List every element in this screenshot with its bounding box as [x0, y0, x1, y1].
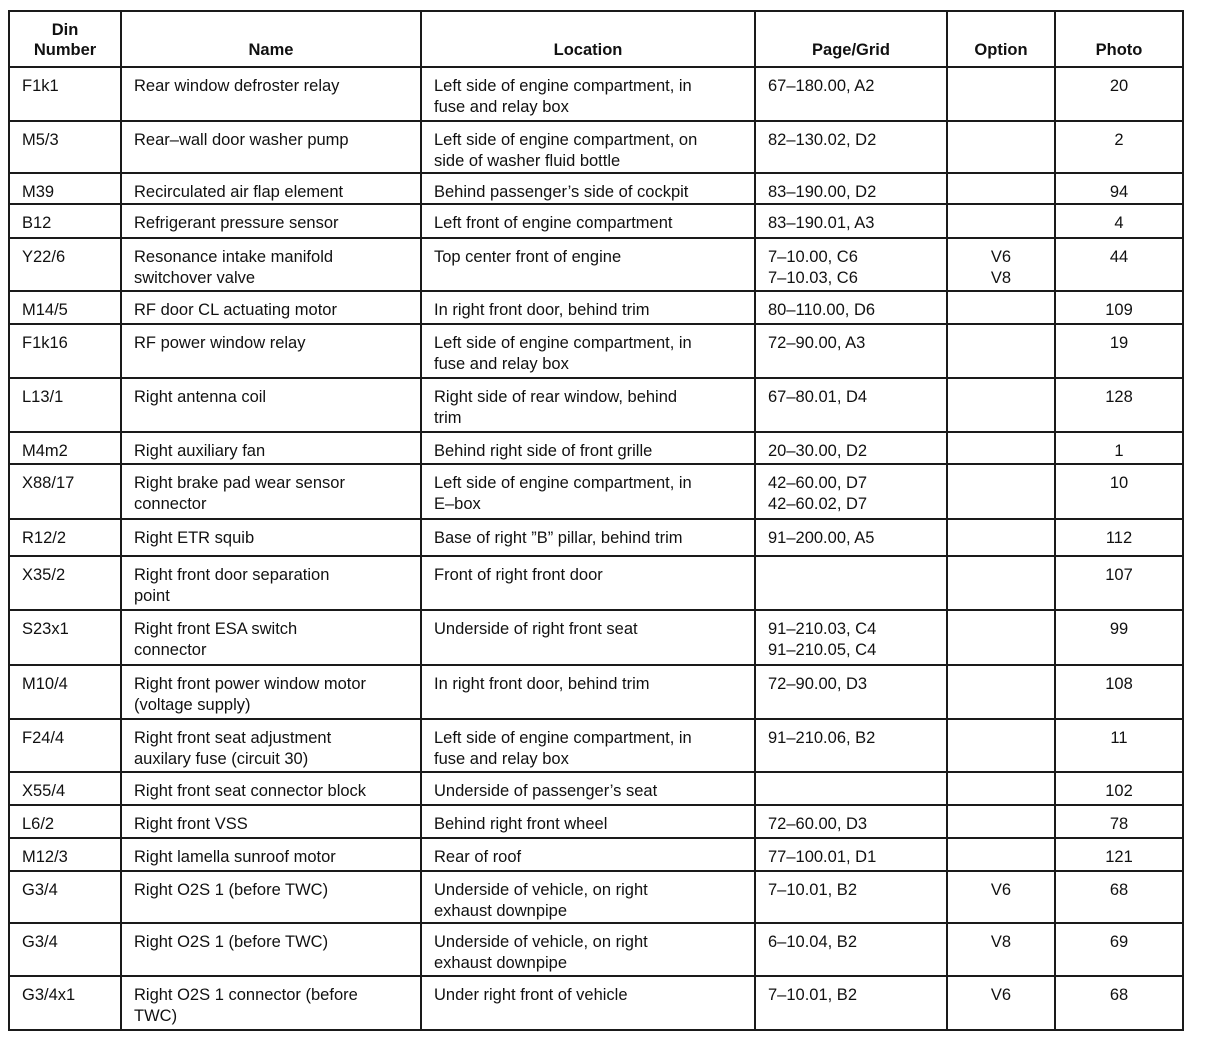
option-cell	[947, 610, 1055, 665]
name-cell-line: Rear–wall door washer pump	[134, 131, 349, 149]
location-cell	[421, 772, 755, 805]
location-cell-line: Left side of engine compartment, in	[434, 77, 692, 95]
page-grid-cell	[755, 976, 947, 1030]
location-cell	[421, 838, 755, 871]
name-cell-line: Right auxiliary fan	[134, 442, 266, 460]
name-cell	[121, 719, 421, 772]
name-cell	[121, 519, 421, 556]
name-cell-line: Right O2S 1 (before TWC)	[134, 933, 329, 951]
option-cell	[947, 976, 1055, 1030]
name-cell	[121, 291, 421, 324]
din-cell: B12	[9, 204, 121, 238]
name-cell-line: TWC)	[134, 1007, 178, 1025]
name-cell	[121, 378, 421, 432]
name-cell-line: Right front power window motor	[134, 675, 367, 693]
option-cell	[947, 464, 1055, 519]
option-cell	[947, 324, 1055, 378]
page-grid-cell	[755, 838, 947, 871]
page-grid-cell-line: 42–60.00, D7	[768, 474, 868, 492]
name-cell	[121, 838, 421, 871]
name-cell-line: Recirculated air flap element	[134, 183, 344, 201]
option-cell	[947, 378, 1055, 432]
page-grid-cell-line: 7–10.00, C6	[768, 248, 858, 266]
location-cell	[421, 871, 755, 923]
photo-cell: 69	[1055, 923, 1183, 976]
name-cell-line: Right antenna coil	[134, 388, 267, 406]
header-name: Name	[121, 11, 421, 67]
din-cell: X88/17	[9, 464, 121, 519]
table-row	[9, 432, 1183, 464]
location-cell-line: In right front door, behind trim	[434, 675, 650, 693]
photo-cell: 11	[1055, 719, 1183, 772]
table-row	[9, 610, 1183, 665]
location-cell-line: fuse and relay box	[434, 750, 569, 768]
din-cell: L13/1	[9, 378, 121, 432]
page-grid-cell	[755, 772, 947, 805]
table-row	[9, 719, 1183, 772]
table-row	[9, 871, 1183, 923]
din-cell: M14/5	[9, 291, 121, 324]
table-row	[9, 291, 1183, 324]
location-cell	[421, 238, 755, 291]
location-cell-line: side of washer fluid bottle	[434, 152, 621, 170]
photo-cell: 108	[1055, 665, 1183, 719]
option-cell	[947, 204, 1055, 238]
din-cell: R12/2	[9, 519, 121, 556]
location-cell	[421, 324, 755, 378]
name-cell-line: Right front ESA switch	[134, 620, 298, 638]
location-cell-line: Underside of right front seat	[434, 620, 638, 638]
location-cell-line: Behind right front wheel	[434, 815, 608, 833]
photo-cell: 121	[1055, 838, 1183, 871]
page-grid-cell	[755, 173, 947, 204]
option-cell	[947, 805, 1055, 838]
option-cell	[947, 519, 1055, 556]
page-grid-cell	[755, 432, 947, 464]
page-grid-cell-line: 72–60.00, D3	[768, 815, 868, 833]
page-grid-cell	[755, 665, 947, 719]
name-cell-line: Right O2S 1 (before TWC)	[134, 881, 329, 899]
location-cell-line: Top center front of engine	[434, 248, 622, 266]
page-grid-cell	[755, 556, 947, 610]
location-cell	[421, 67, 755, 121]
page-grid-cell-line: 91–210.03, C4	[768, 620, 877, 638]
page-grid-cell-line: 91–210.06, B2	[768, 729, 876, 747]
header-row	[9, 11, 1183, 67]
din-cell: M10/4	[9, 665, 121, 719]
name-cell	[121, 923, 421, 976]
name-cell	[121, 121, 421, 173]
name-cell	[121, 556, 421, 610]
location-cell-line: Front of right front door	[434, 566, 603, 584]
option-cell	[947, 556, 1055, 610]
page-grid-cell-line: 91–200.00, A5	[768, 529, 875, 547]
din-cell: X55/4	[9, 772, 121, 805]
location-cell-line: Behind passenger’s side of cockpit	[434, 183, 689, 201]
option-cell-line: V6	[990, 881, 1012, 899]
location-cell-line: Left side of engine compartment, on	[434, 131, 698, 149]
din-cell: F1k16	[9, 324, 121, 378]
location-cell	[421, 121, 755, 173]
location-cell-line: Underside of passenger’s seat	[434, 782, 658, 800]
page-grid-cell	[755, 719, 947, 772]
page-grid-cell-line: 7–10.01, B2	[768, 986, 857, 1004]
name-cell-line: Right front door separation	[134, 566, 330, 584]
page-grid-cell	[755, 871, 947, 923]
page-grid-cell-line: 80–110.00, D6	[768, 301, 876, 319]
option-cell	[947, 923, 1055, 976]
page-grid-cell	[755, 378, 947, 432]
location-cell	[421, 719, 755, 772]
name-cell-line: Resonance intake manifold	[134, 248, 334, 266]
name-cell-line: Right ETR squib	[134, 529, 255, 547]
name-cell	[121, 464, 421, 519]
option-cell	[947, 173, 1055, 204]
location-cell	[421, 464, 755, 519]
option-cell	[947, 871, 1055, 923]
location-cell-line: E–box	[434, 495, 481, 513]
page-grid-cell-line: 7–10.03, C6	[768, 269, 858, 287]
din-cell: G3/4	[9, 923, 121, 976]
location-cell-line: In right front door, behind trim	[434, 301, 650, 319]
photo-cell: 107	[1055, 556, 1183, 610]
page-grid-cell-line: 7–10.01, B2	[768, 881, 857, 899]
din-cell: X35/2	[9, 556, 121, 610]
photo-cell: 2	[1055, 121, 1183, 173]
location-cell	[421, 556, 755, 610]
location-cell-line: Rear of roof	[434, 848, 522, 866]
name-cell-line: Refrigerant pressure sensor	[134, 214, 339, 232]
location-cell-line: fuse and relay box	[434, 98, 569, 116]
din-cell: L6/2	[9, 805, 121, 838]
location-cell-line: trim	[434, 409, 462, 427]
location-cell-line: Left side of engine compartment, in	[434, 334, 692, 352]
name-cell	[121, 204, 421, 238]
option-cell	[947, 665, 1055, 719]
photo-cell: 20	[1055, 67, 1183, 121]
option-cell	[947, 719, 1055, 772]
din-cell: M4m2	[9, 432, 121, 464]
table-row	[9, 464, 1183, 519]
component-location-table	[8, 10, 1184, 1031]
option-cell	[947, 121, 1055, 173]
location-cell-line: exhaust downpipe	[434, 954, 568, 972]
photo-cell: 19	[1055, 324, 1183, 378]
name-cell-line: Right O2S 1 connector (before	[134, 986, 358, 1004]
page-grid-cell	[755, 238, 947, 291]
location-cell	[421, 173, 755, 204]
location-cell	[421, 976, 755, 1030]
name-cell-line: point	[134, 587, 170, 605]
page-grid-cell-line: 72–90.00, D3	[768, 675, 868, 693]
table-row	[9, 324, 1183, 378]
name-cell-line: connector	[134, 641, 207, 659]
name-cell	[121, 610, 421, 665]
name-cell-line: Right front seat adjustment	[134, 729, 332, 747]
photo-cell: 68	[1055, 871, 1183, 923]
page-grid-cell-line: 6–10.04, B2	[768, 933, 857, 951]
photo-cell: 4	[1055, 204, 1183, 238]
page-grid-cell-line: 67–80.01, D4	[768, 388, 868, 406]
option-cell	[947, 432, 1055, 464]
table-row	[9, 665, 1183, 719]
name-cell	[121, 871, 421, 923]
page-grid-cell	[755, 464, 947, 519]
page-grid-cell	[755, 610, 947, 665]
name-cell-line: Right brake pad wear sensor	[134, 474, 345, 492]
location-cell-line: Left front of engine compartment	[434, 214, 673, 232]
location-cell-line: exhaust downpipe	[434, 902, 568, 920]
location-cell	[421, 519, 755, 556]
option-cell	[947, 772, 1055, 805]
location-cell	[421, 204, 755, 238]
table-row	[9, 805, 1183, 838]
name-cell	[121, 173, 421, 204]
page-grid-cell	[755, 121, 947, 173]
location-cell	[421, 665, 755, 719]
din-cell: M12/3	[9, 838, 121, 871]
name-cell	[121, 772, 421, 805]
page-grid-cell	[755, 923, 947, 976]
header-photo: Photo	[1055, 11, 1183, 67]
photo-cell: 99	[1055, 610, 1183, 665]
page-grid-cell-line: 42–60.02, D7	[768, 495, 868, 513]
photo-cell: 112	[1055, 519, 1183, 556]
option-cell	[947, 238, 1055, 291]
page-grid-cell	[755, 805, 947, 838]
photo-cell: 68	[1055, 976, 1183, 1030]
name-cell-line: Rear window defroster relay	[134, 77, 340, 95]
location-cell-line: fuse and relay box	[434, 355, 569, 373]
photo-cell: 44	[1055, 238, 1183, 291]
photo-cell: 94	[1055, 173, 1183, 204]
photo-cell: 1	[1055, 432, 1183, 464]
name-cell	[121, 432, 421, 464]
photo-cell: 78	[1055, 805, 1183, 838]
option-cell-line: V6	[990, 986, 1012, 1004]
table-row	[9, 173, 1183, 204]
location-cell	[421, 610, 755, 665]
page-grid-cell-line: 83–190.00, D2	[768, 183, 877, 201]
page-grid-cell-line: 83–190.01, A3	[768, 214, 875, 232]
name-cell	[121, 238, 421, 291]
page-grid-cell-line: 77–100.01, D1	[768, 848, 877, 866]
page-grid-cell-line: 82–130.02, D2	[768, 131, 877, 149]
header-page-grid: Page/Grid	[755, 11, 947, 67]
location-cell	[421, 291, 755, 324]
page-grid-cell	[755, 204, 947, 238]
table-row	[9, 519, 1183, 556]
photo-cell: 109	[1055, 291, 1183, 324]
name-cell	[121, 67, 421, 121]
table-row	[9, 204, 1183, 238]
page-grid-cell	[755, 324, 947, 378]
location-cell-line: Underside of vehicle, on right	[434, 933, 648, 951]
name-cell	[121, 665, 421, 719]
name-cell-line: Right front VSS	[134, 815, 248, 833]
table-row	[9, 976, 1183, 1030]
location-cell	[421, 923, 755, 976]
option-cell	[947, 67, 1055, 121]
location-cell-line: Base of right ”B” pillar, behind trim	[434, 529, 683, 547]
photo-cell: 10	[1055, 464, 1183, 519]
din-cell: Y22/6	[9, 238, 121, 291]
table-row	[9, 923, 1183, 976]
location-cell-line: Behind right side of front grille	[434, 442, 653, 460]
name-cell	[121, 976, 421, 1030]
option-cell-line: V8	[990, 933, 1012, 951]
photo-cell: 102	[1055, 772, 1183, 805]
header-din-number: Din Number	[9, 11, 121, 67]
header-location: Location	[421, 11, 755, 67]
table-row	[9, 556, 1183, 610]
location-cell	[421, 378, 755, 432]
din-cell: G3/4x1	[9, 976, 121, 1030]
din-cell: G3/4	[9, 871, 121, 923]
page-grid-cell	[755, 291, 947, 324]
page-grid-cell-line: 67–180.00, A2	[768, 77, 875, 95]
din-cell: F1k1	[9, 67, 121, 121]
page-grid-cell-line: 20–30.00, D2	[768, 442, 868, 460]
din-cell: M39	[9, 173, 121, 204]
page-grid-cell-line: 72–90.00, A3	[768, 334, 866, 352]
option-cell-line: V6	[990, 248, 1012, 266]
location-cell-line: Left side of engine compartment, in	[434, 729, 692, 747]
name-cell	[121, 805, 421, 838]
name-cell-line: connector	[134, 495, 207, 513]
table-row	[9, 238, 1183, 291]
location-cell-line: Left side of engine compartment, in	[434, 474, 692, 492]
name-cell-line: RF power window relay	[134, 334, 306, 352]
page-grid-cell	[755, 67, 947, 121]
header-option: Option	[947, 11, 1055, 67]
table-row	[9, 67, 1183, 121]
table-row	[9, 838, 1183, 871]
name-cell-line: switchover valve	[134, 269, 256, 287]
location-cell	[421, 805, 755, 838]
din-cell: F24/4	[9, 719, 121, 772]
page-grid-cell-line: 91–210.05, C4	[768, 641, 877, 659]
name-cell-line: (voltage supply)	[134, 696, 251, 714]
name-cell-line: Right lamella sunroof motor	[134, 848, 336, 866]
name-cell-line: Right front seat connector block	[134, 782, 367, 800]
location-cell-line: Underside of vehicle, on right	[434, 881, 648, 899]
photo-cell: 128	[1055, 378, 1183, 432]
din-cell: S23x1	[9, 610, 121, 665]
name-cell-line: RF door CL actuating motor	[134, 301, 337, 319]
table-row	[9, 378, 1183, 432]
location-cell-line: Under right front of vehicle	[434, 986, 628, 1004]
name-cell-line: auxilary fuse (circuit 30)	[134, 750, 309, 768]
page-grid-cell	[755, 519, 947, 556]
location-cell-line: Right side of rear window, behind	[434, 388, 678, 406]
option-cell	[947, 291, 1055, 324]
name-cell	[121, 324, 421, 378]
table-row	[9, 772, 1183, 805]
table-row	[9, 121, 1183, 173]
din-cell: M5/3	[9, 121, 121, 173]
option-cell-line: V8	[990, 269, 1012, 287]
location-cell	[421, 432, 755, 464]
option-cell	[947, 838, 1055, 871]
